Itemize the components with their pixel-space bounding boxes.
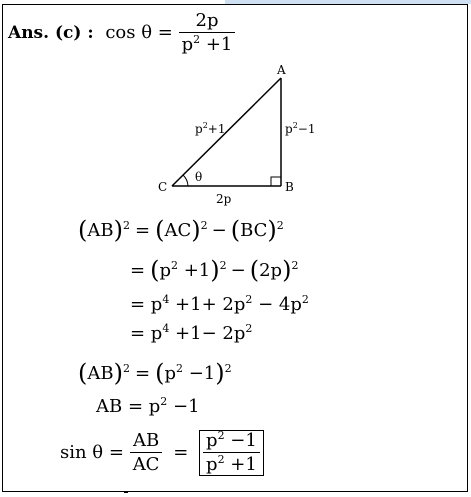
- hypotenuse-line: [172, 78, 281, 186]
- step-2: = $(p^2 +1)^2 - (2p)^2$: [130, 256, 299, 284]
- step-3: = $p^4 +1+ 2p^2 - 4p^2$: [130, 293, 309, 315]
- vertex-a-label: A: [277, 63, 286, 77]
- right-angle-marker: [271, 177, 281, 186]
- final-result: sin θ = $\frac{AB}{AC}$ = $\frac{p^2 -1}{p^2 +1}$: [60, 430, 264, 476]
- ratio-fraction: $\frac{AB}{AC}$: [130, 432, 163, 474]
- side-bc-label: 2p: [216, 192, 232, 206]
- step-1: (AB)$^2$ = (AC)$^2$ − (BC)$^2$: [78, 216, 284, 244]
- side-ab-label: $p^2-1$: [285, 121, 316, 136]
- bottom-edge-mark: [124, 491, 128, 493]
- vertex-b-label: B: [285, 180, 294, 194]
- angle-arc: [183, 175, 188, 186]
- step-6: AB = $p^2 -1$: [96, 395, 200, 417]
- step-5: $(AB)^2 = (p^2 -1)^2$: [78, 359, 232, 387]
- cos-denominator: $p^2 +1$: [179, 32, 236, 54]
- boxed-answer: $\frac{p^2 -1}{p^2 +1}$: [199, 430, 264, 476]
- theta-label: θ: [195, 170, 203, 184]
- cos-numerator: 2p: [195, 10, 219, 31]
- sin-lhs: sin θ =: [60, 442, 124, 463]
- cos-lhs: cos θ =: [105, 22, 173, 43]
- hypotenuse-label: $p^2+1$: [195, 121, 226, 136]
- vertex-c-label: C: [158, 180, 168, 194]
- answer-label: Ans. (c) :: [8, 23, 94, 43]
- step-4: = $p^4 +1- 2p^2$: [130, 322, 253, 344]
